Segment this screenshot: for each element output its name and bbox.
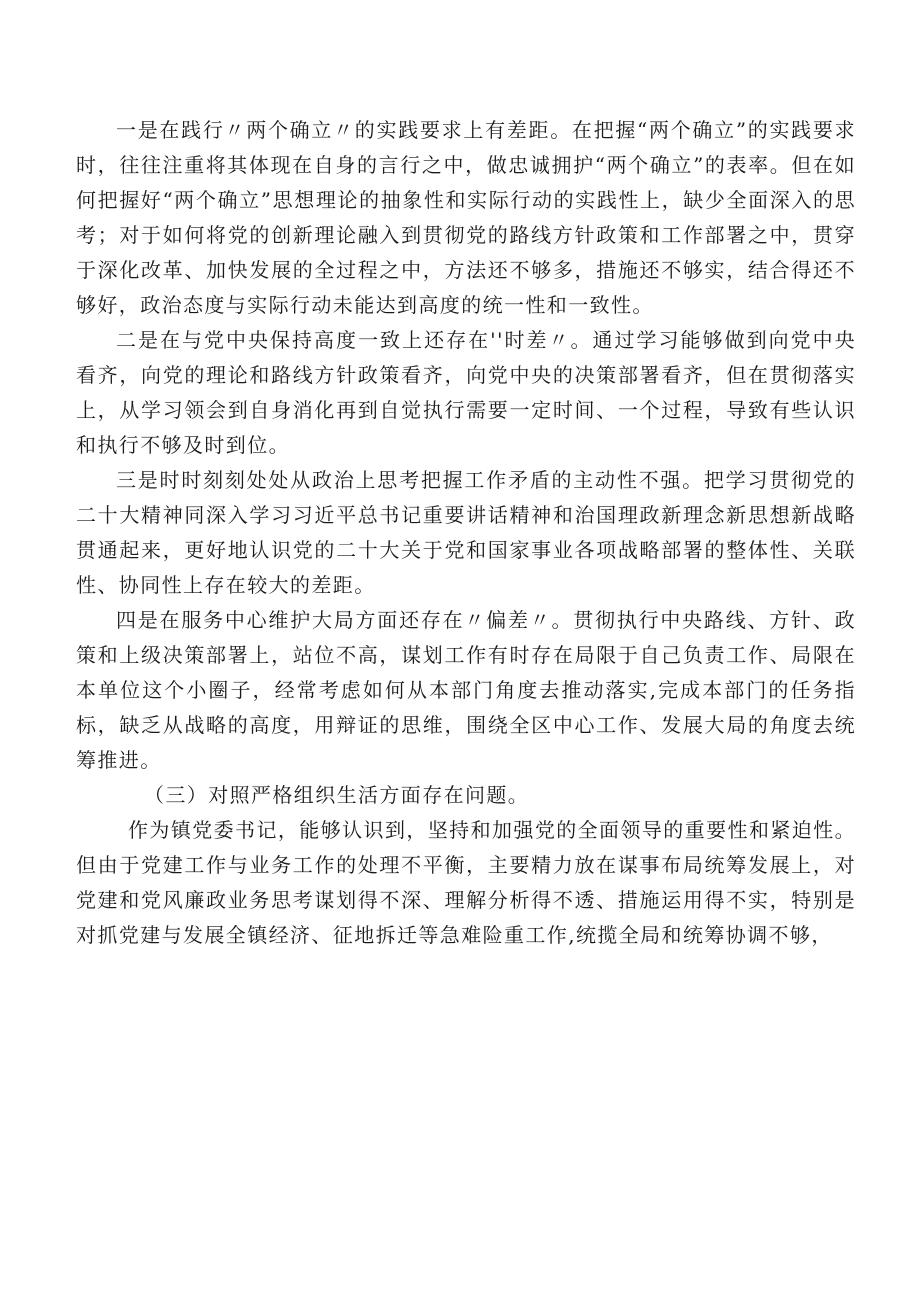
paragraph-party-secretary: 作为镇党委书记，能够认识到，坚持和加强党的全面领导的重要性和紧迫性。但由于党建工作与业务工作的处理不平衡，主要精力放在谋事布局统筹发展上，对党建和党风廉政业务思考谋划得不深、理解分析得不透、措施运用得不实，特别是对抓党建与发展全镇经济、征地拆迁等急难险重工作,统揽全局和统筹协调不够， — [76, 818, 856, 947]
section-heading-organizational-life: （三）对照严格组织生活方面存在问题。 — [144, 783, 530, 807]
document-body — [76, 113, 856, 953]
paragraph-political-thinking: 三是时时刻刻处处从政治上思考把握工作矛盾的主动性不强。把学习贯彻党的二十大精神同深入学习习近平总书记重要讲话精神和治国理政新理念新思想新战略贯通起来，更好地认识党的二十大关于党和国家事业各项战略部署的整体性、关联性、协同性上存在较大的差距。 — [76, 468, 856, 597]
paragraph-service-deviation: 四是在服务中心维护大局方面还存在〃偏差〃。贯彻执行中央路线、方针、政策和上级决策部署上，站位不高，谋划工作有时存在局限于自己负责工作、局限在本单位这个小圈子，经常考虑如何从本部门角度去推动落实,完成本部门的任务指标，缺乏从战略的高度，用辩证的思维，围绕全区中心工作、发展大局的角度去统筹推进。 — [76, 608, 856, 772]
paragraph-time-lag: 二是在与党中央保持高度一致上还存在''时差〃。通过学习能够做到向党中央看齐，向党的理论和路线方针政策看齐，向党中央的决策部署看齐，但在贯彻落实上，从学习领会到自身消化再到自觉执行需要一定时间、一个过程，导致有些认识和执行不够及时到位。 — [76, 328, 856, 457]
paragraph-practice-gap: 一是在践行〃两个确立〃的实践要求上有差距。在把握“两个确立”的实践要求时，往往注重将其体现在自身的言行之中，做忠诚拥护“两个确立”的表率。但在如何把握好“两个确立”思想理论的抽象性和实际行动的实践性上，缺少全面深入的思考；对于如何将党的创新理论融入到贯彻党的路线方针政策和工作部署之中，贯穿于深化改革、加快发展的全过程之中，方法还不够多，措施还不够实，结合得还不够好，政治态度与实际行动未能达到高度的统一性和一致性。 — [76, 118, 856, 317]
